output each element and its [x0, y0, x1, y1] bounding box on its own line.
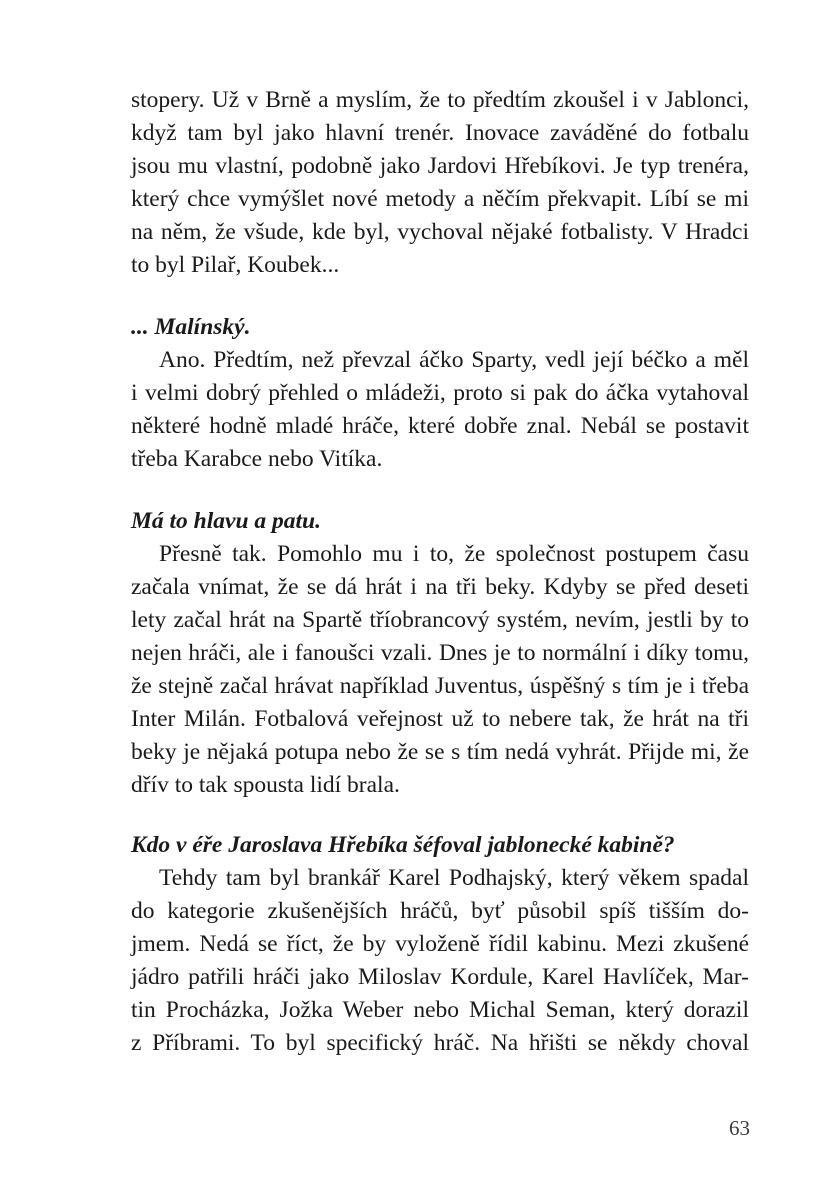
question-text: ... Malínský. — [131, 314, 251, 340]
text-line: do kategorie zkušenějších hráčů, byť působil spíš tišším do- — [131, 898, 749, 924]
text-line: na něm, že všude, kde byl, vychoval nějaké fotbalisty. V Hradci — [131, 219, 749, 245]
text-line: Ano. Předtím, než převzal áčko Sparty, vedl její béčko a měl — [159, 347, 749, 373]
text-line: že stejně začal hrávat například Juventus, úspěšný s tím je i třeba — [131, 673, 749, 699]
text-line: když tam byl jako hlavní trenér. Inovace zaváděné do fotbalu — [131, 120, 749, 146]
text-line: jsou mu vlastní, podobně jako Jardovi Hřebíkovi. Je typ trenéra, — [131, 153, 749, 179]
text-line: tin Procházka, Jožka Weber nebo Michal Seman, který dorazil — [131, 997, 749, 1023]
text-line: jádro patřili hráči jako Miloslav Kordule, Karel Havlíček, Mar- — [131, 964, 749, 990]
text-line: Inter Milán. Fotbalová veřejnost už to nebere tak, že hrát na tři — [131, 706, 749, 732]
interview-question — [131, 505, 749, 538]
text-line: z Příbrami. To byl specifický hráč. Na hřišti se někdy choval — [131, 1030, 749, 1056]
text-line: některé hodně mladé hráče, které dobře znal. Nebál se postavit — [131, 413, 749, 439]
text-line: beky je nějaká potupa nebo že se s tím nedá vyhrát. Přijde mi, že — [131, 739, 749, 765]
text-line: nejen hráči, ale i fanoušci vzali. Dnes je to normální i díky tomu, — [131, 640, 749, 666]
answer-paragraph — [131, 862, 749, 1060]
question-text: Kdo v éře Jaroslava Hřebíka šéfoval jablonecké kabině? — [131, 832, 675, 858]
answer-paragraph — [131, 84, 749, 282]
text-line: i velmi dobrý přehled o mládeži, proto si pak do áčka vytahoval — [131, 380, 749, 406]
page-number: 63 — [729, 1116, 750, 1140]
text-line: třeba Karabce nebo Vitíka. — [131, 446, 383, 472]
text-line: začala vnímat, že se dá hrát i na tři beky. Kdyby se před deseti — [131, 574, 749, 600]
answer-paragraph — [131, 344, 749, 476]
text-line: stopery. Už v Brně a myslím, že to předtím zkoušel i v Jablonci, — [131, 87, 749, 113]
answer-paragraph — [131, 538, 749, 802]
text-line: Tehdy tam byl brankář Karel Podhajský, který věkem spadal — [159, 865, 749, 891]
interview-question — [131, 829, 749, 862]
question-text: Má to hlavu a patu. — [131, 508, 321, 534]
text-line: lety začal hrát na Spartě tříobrancový systém, nevím, jestli by to — [131, 607, 749, 633]
text-line: jmem. Nedá se říct, že by vyloženě řídil kabinu. Mezi zkušené — [131, 931, 749, 957]
text-line: Přesně tak. Pomohlo mu i to, že společnost postupem času — [159, 541, 749, 567]
text-line: to byl Pilař, Koubek... — [131, 252, 340, 278]
text-line: dřív to tak spousta lidí brala. — [131, 772, 400, 798]
interview-question — [131, 311, 749, 344]
text-line: který chce vymýšlet nové metody a něčím překvapit. Líbí se mi — [131, 186, 749, 212]
